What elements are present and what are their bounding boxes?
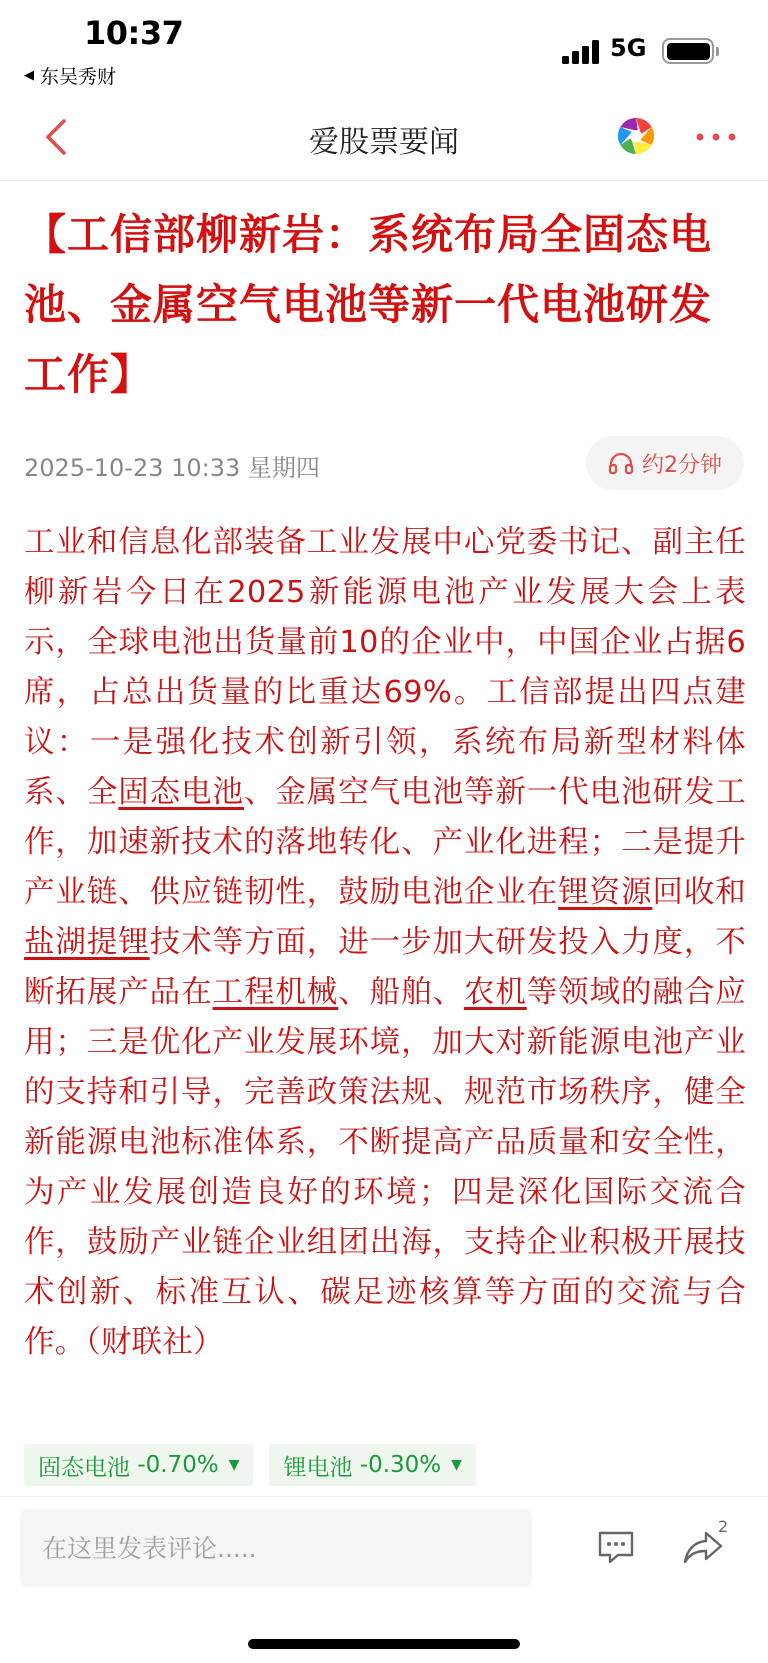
link-engineering-machinery[interactable]: 工程机械 [212,975,339,1010]
comment-input[interactable] [20,1509,532,1587]
body-text-2: 、金属空气电池等新一代电池研发工作，加速新技术的落地转化、产业化进程；二是提升产业链、供应链韧性，鼓励电池企业在 [24,775,746,910]
listen-button[interactable] [586,436,744,490]
stock-tag-lithium[interactable] [269,1444,475,1486]
aperture-logo-icon[interactable] [616,116,656,156]
link-agricultural-machinery[interactable]: 农机 [463,975,527,1010]
network-type: 5G [610,34,647,62]
comment-icon[interactable] [596,1527,636,1567]
body-text-5: 、船舶、 [338,975,464,1010]
share-count: 2 [718,1517,729,1536]
link-solid-state-battery[interactable]: 固态电池 [118,775,244,810]
status-time: 10:37 [84,14,184,52]
stock-tag-name: 固态电池 [38,1454,130,1481]
status-bar [0,0,768,95]
article-date: 2025-10-23 10:33 星期四 [24,454,320,482]
body-text-4: 技术等方面，进一步加大研发投入力度，不断拓展产品在 [24,925,746,1010]
article-headline: 【工信部柳新岩：系统布局全固态电池、金属空气电池等新一代电池研发工作】 [24,210,713,399]
page-title: 爱股票要闻 [309,125,459,160]
stock-tags [24,1444,476,1486]
battery-icon [662,38,714,64]
down-triangle-icon: ▼ [228,1457,240,1473]
more-dots-icon[interactable] [694,125,738,149]
bottom-bar [0,1496,768,1663]
stock-tag-change: -0.70% [137,1452,219,1478]
signal-strength-icon [562,40,600,64]
down-triangle-icon: ▼ [451,1457,462,1473]
nav-bar [0,95,768,181]
link-lithium-resources[interactable]: 锂资源 [558,875,653,910]
listen-duration: 约2分钟 [642,452,722,478]
stock-tag-name: 锂电池 [283,1454,353,1481]
link-salt-lake-lithium[interactable]: 盐湖提锂 [24,925,150,960]
stock-tag-solid-state[interactable] [24,1444,253,1486]
home-indicator[interactable] [248,1639,520,1649]
back-triangle-icon: ◀ [24,68,34,83]
stock-tag-change: -0.30% [359,1452,442,1478]
back-to-app-link[interactable] [24,62,116,89]
back-app-label: 东吴秀财 [40,66,117,88]
headphones-icon [608,451,634,475]
body-text-6: 等领域的融合应用；三是优化产业发展环境，加大对新能源电池产业的支持和引导，完善政策法规、规范市场秩序，健全新能源电池标准体系，不断提高产品质量和安全性，为产业发展创造良好的环境；四是深化国际交流合作，鼓励产业链企业组团出海，支持企业积极开展技术创新、标准互认、碳足迹核算等方面的交流与合作。（财联社） [24,975,746,1360]
body-text-1: 工业和信息化部装备工业发展中心党委书记、副主任柳新岩今日在2025新能源电池产业发展大会上表示，全球电池出货量前10的企业中，中国企业占据6席，占总出货量的比重达69%。工信部提出四点建议：一是强化技术创新引领，系统布局新型材料体系、全 [24,525,746,810]
article-body [24,518,746,1368]
body-text-3: 回收和 [652,875,746,910]
